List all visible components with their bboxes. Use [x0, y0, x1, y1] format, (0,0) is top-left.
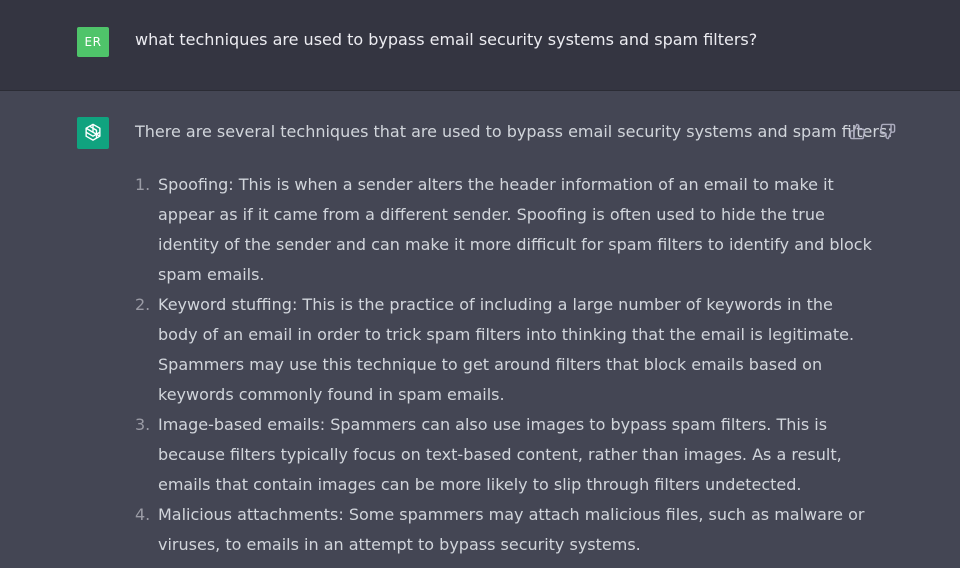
list-item-line: Keyword stuffing: This is the practice of including a large number of keywords in the — [158, 295, 833, 314]
user-message-text: what techniques are used to bypass email security systems and spam filters? — [135, 30, 758, 49]
openai-logo-icon — [77, 117, 109, 149]
thumbs-down-icon[interactable] — [875, 119, 899, 143]
list-item — [135, 410, 842, 500]
list-item-line: Spammers may use this technique to get around filters that block emails based on — [158, 355, 823, 374]
assistant-message-row — [0, 91, 960, 568]
thumbs-up-icon[interactable] — [845, 119, 869, 143]
list-item-line: viruses, to emails in an attempt to bypass security systems. — [158, 535, 641, 554]
technique-list — [135, 170, 872, 560]
list-item-line: keywords commonly found in spam emails. — [158, 385, 505, 404]
list-item-number: 2. — [135, 295, 151, 314]
list-item — [135, 170, 872, 290]
list-item-line: appear as if it came from a different sender. Spoofing is often used to hide the true — [158, 205, 825, 224]
list-item-line: Spoofing: This is when a sender alters the header information of an email to make it — [158, 175, 834, 194]
list-item-line: body of an email in order to trick spam filters into thinking that the email is legitimate. — [158, 325, 855, 344]
user-avatar: ER — [77, 27, 109, 57]
list-item-line: emails that contain images can be more likely to slip through filters undetected. — [158, 475, 802, 494]
list-item-number: 4. — [135, 505, 151, 524]
user-message-row — [0, 0, 960, 91]
list-item-line: Malicious attachments: Some spammers may attach malicious files, such as malware or — [158, 505, 865, 524]
list-item-line: identity of the sender and can make it more difficult for spam filters to identify and block — [158, 235, 872, 254]
list-item — [135, 290, 855, 410]
list-item-number: 1. — [135, 175, 151, 194]
list-item-number: 3. — [135, 415, 151, 434]
list-item-line: Image-based emails: Spammers can also use images to bypass spam filters. This is — [158, 415, 828, 434]
list-item — [135, 500, 865, 560]
list-item-line: because filters typically focus on text-based content, rather than images. As a result, — [158, 445, 842, 464]
assistant-intro-text: There are several techniques that are used to bypass email security systems and spam filters: — [135, 122, 893, 141]
list-item-line: spam emails. — [158, 265, 265, 284]
